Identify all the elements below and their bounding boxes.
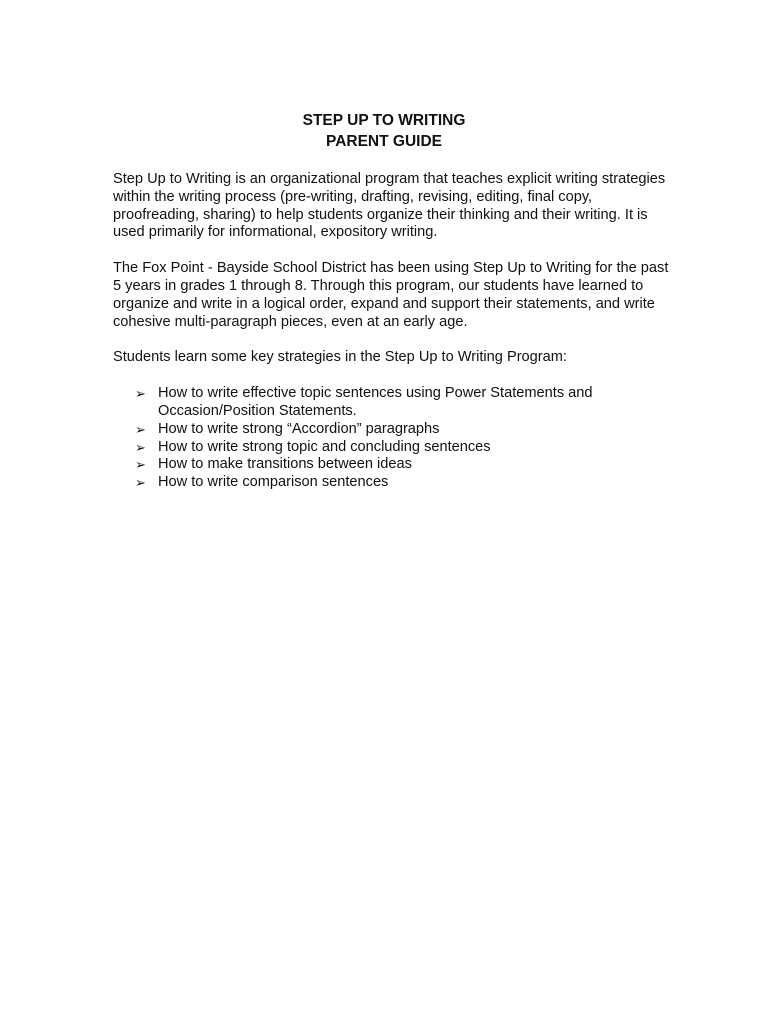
paragraph-strategies-lead: Students learn some key strategies in the Step Up to Writing Program: xyxy=(113,349,567,366)
list-item xyxy=(135,385,673,421)
list-item-text: How to write comparison sentences xyxy=(158,474,389,491)
list-item xyxy=(135,474,673,492)
arrowhead-bullet-icon: ➢ xyxy=(135,475,146,491)
list-item-text: How to write strong topic and concluding sentences xyxy=(158,438,491,455)
list-item xyxy=(135,421,673,439)
document-title xyxy=(0,110,768,152)
title-line-1: STEP UP TO WRITING xyxy=(302,112,466,129)
arrowhead-bullet-icon: ➢ xyxy=(135,386,146,402)
arrowhead-bullet-icon: ➢ xyxy=(135,439,146,455)
arrowhead-bullet-icon: ➢ xyxy=(135,457,146,473)
arrowhead-bullet-icon: ➢ xyxy=(135,421,146,437)
paragraph-district: The Fox Point - Bayside School District has been using Step Up to Writing for the past 5 years in grades 1 through 8. Through this program, our students have learned to organize and write in a logical order, expand and support their statements, and write cohesive multi-paragraph pieces, even at an early age. xyxy=(113,260,669,330)
list-item-text: How to write effective topic sentences using Power Statements and Occasion/Position Statements. xyxy=(158,385,593,419)
strategy-list xyxy=(113,385,673,492)
list-item-text: How to make transitions between ideas xyxy=(158,456,412,473)
title-line-2: PARENT GUIDE xyxy=(326,133,442,150)
paragraph-intro: Step Up to Writing is an organizational program that teaches explicit writing strategies within the writing process (pre-writing, drafting, revising, editing, final copy, proofreading, sharing) to help students organize their thinking and their writing. It is used primarily for informational, expository writing. xyxy=(113,171,666,241)
document-body xyxy=(113,171,673,492)
list-item xyxy=(135,456,673,474)
list-item xyxy=(135,439,673,457)
list-item-text: How to write strong “Accordion” paragraphs xyxy=(158,420,440,437)
